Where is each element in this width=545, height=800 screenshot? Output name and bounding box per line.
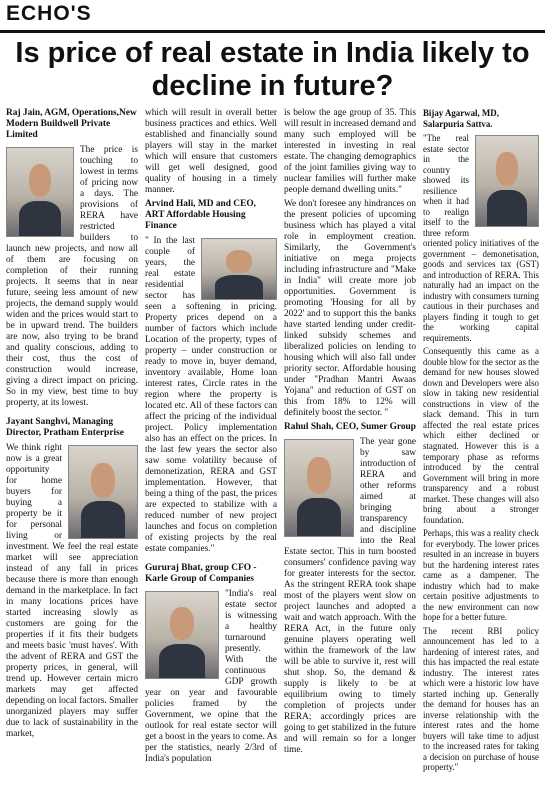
article-text: Consequently this came as a double blow for the sector as the demand for new houses slowed down and Developers were also slow in taking new residential constructions in view of the slack demand. This in turn affected the real estate prices which either declined or stagnated. However this is a temporary phase as reforms introduced by the central Government will bring in more transparency and a robust market. These changes will also bring about a stronger foundation.: [423, 346, 539, 525]
portrait-photo: [475, 135, 539, 227]
article-text: Perhaps, this was a reality check for everybody. The lower prices resulted in an increase in buyers but the hardening interest rates came as a dampener. The industry which had to make certain positive adjustments to the new environment can now hope for a better future.: [423, 528, 539, 623]
masthead-rule: [0, 30, 545, 33]
article-bijay-agarwal: [423, 108, 539, 773]
article-gururaj-bhat: [145, 563, 277, 765]
article-text: The year gone by saw introduction of RERA and other reforms aimed at bringing transparency and discipline into the Real Estate sector. This in turn boosted consumers' confidence paving way for greater interests for the sector. As the stringent RERA took shape most of the players went slow on project launches and adopted a wait and watch approach. With the RERA Act, in the future only genuine players operating well within the framework of the law will be able to survive it, rest will shut shop. So, the demand & supply is likely to be at equilibrium owing to timely completion of projects under RERA; accordingly prices are going to get stabilized in the future and will remain so for a longer time.: [284, 437, 416, 755]
column-2: [145, 108, 277, 773]
article-text: The price is touching to lowest in terms of pricing now a days. The provisions of RERA have restricted builders to launch new projects, and now all of them are focusing on completion of their running projects. It seems that in near future, seeing less amount of new projects, the demand supply would widen and the prices would start to be in upward trend. The builders are now, also trying to be brand and quality conscious, adding to their cost, thus the cost of construction would increase, giving a direct impact on pricing. So in my view, best time to buy property, at its lowest.: [6, 145, 138, 408]
article-text: " In the last couple of years, the real estate residential sector has seen a softening in pricing. Property prices depend on a number of factors which include Location of the property, types of property – under construction or ready to move in, buyer demand, inventory available, Home loan interest rates, Circle rates in the region where the property is located etc. All of these factors can affect the pricing of the individual project. Policy implementation also has an effect on the prices. In the last few years the sector also saw some volatility because of demonetization, RERA and GST implementation. However, that being a thing of the past, the prices are expected to stabilize with a reduced number of new project launches and focus on completion of existing projects by the real estate companies.": [145, 236, 277, 554]
article-arvind-hali: [145, 199, 277, 555]
article-text: The recent RBI policy announcement has led to a hardening of interest rates, and this has impacted the real estate industry. The interest rates which were a historic low have started inching up. Generally the demand for houses has an inverse relationship with the interest rates and the home buyers will take time to adjust to the increased rates for taking a decision on purchase of house property.": [423, 625, 539, 773]
column-1: [6, 108, 138, 748]
portrait-photo: [6, 147, 74, 237]
byline: Gururaj Bhat, group CFO - Karle Group of Companies: [145, 563, 257, 584]
byline: Jayant Sanghvi, Managing Director, Pratham Enterprise: [6, 417, 124, 438]
article-text: "The real estate sector in the country showed its resilience when it had to realign itself to the three reform oriented policy initiatives of the government – demonetisation, goods and services tax (GST) and introduction of RERA. This naturally had an impact on the industry with consumers turning cautious in their purchases and players finding it tough to get the working capital requirements.: [423, 133, 539, 343]
column-3: [284, 108, 416, 764]
article-rahul-shah: [284, 422, 416, 756]
byline: Rahul Shah, CEO, Sumer Group: [284, 422, 416, 432]
article-text: which will result in overall better business practices and ethics. Well established and financially sound players will stay in the market which will ensure that customers will get well designed, good quality of housing in a timely manner.: [145, 108, 277, 195]
portrait-photo: [68, 445, 138, 539]
article-raj-jain: [6, 108, 138, 409]
masthead-logo: ECHO'S: [6, 2, 92, 25]
byline: Raj Jain, AGM, Operations,New Modern Buildwell Private Limited: [6, 108, 137, 140]
headline: Is price of real estate in India likely to decline in future?: [15, 37, 530, 102]
portrait-photo: [145, 591, 219, 679]
byline: Arvind Hali, MD and CEO, ART Affordable Housing Finance: [145, 199, 256, 231]
article-text: "India's real estate sector is witnessing a healthy turnaround presently. With the continuous GDP growth year on year and favourable policies framed by the Government, we opine that the outlook for real estate sector will get a boost in the years to come. As per the statistics, nearly 2/3rd of India's population: [145, 589, 277, 764]
byline: Bijay Agarwal, MD, Salarpuria Sattva.: [423, 108, 499, 129]
article-jayant-sanghvi: [6, 417, 138, 740]
portrait-photo: [284, 439, 354, 537]
article-text: is below the age group of 35. This will result in increased demand and many such employed will be interested in investing in real estate. The changing demographics of the joint families giving way to nuclear families will further make people demand dwelling units.": [284, 108, 416, 195]
article-text: We think right now is a great opportunity for home buyers for buying a property be it for personal living or investment. We feel the real estate market will see appreciation instead of any fall in prices because there is more than enough demand in the marketplace. In fact in many locations prices have started increasing slowly as customers are going for the properties if it fits their budgets and meets basic 'must haves'. With the advent of RERA and GST the property prices, in general, will trend up. However certain micro markets may get affected depending on local factors. Smaller unorganized players may suffer due to lack of sustainability in the market,: [6, 443, 138, 739]
column-4: [423, 108, 539, 781]
portrait-photo: [201, 238, 277, 300]
article-text: We don't foresee any hindrances on the present policies of upcoming business which has played a vital role in employment creation. Similarly, the Government's initiative on mega projects including infrastructure and "Make in India" will create more job opportunities. Government is promoting 'Housing for all by 2022' and to support this the banks have started lending under credit-linked subsidy schemes and liberalized policies on lending to housing which will also fall under priority sector. Affordable housing under "Pradhan Mantri Awaas Yojana" and reduction of GST on this from 18% to 12% will definitely boost the sector. ": [284, 199, 416, 418]
